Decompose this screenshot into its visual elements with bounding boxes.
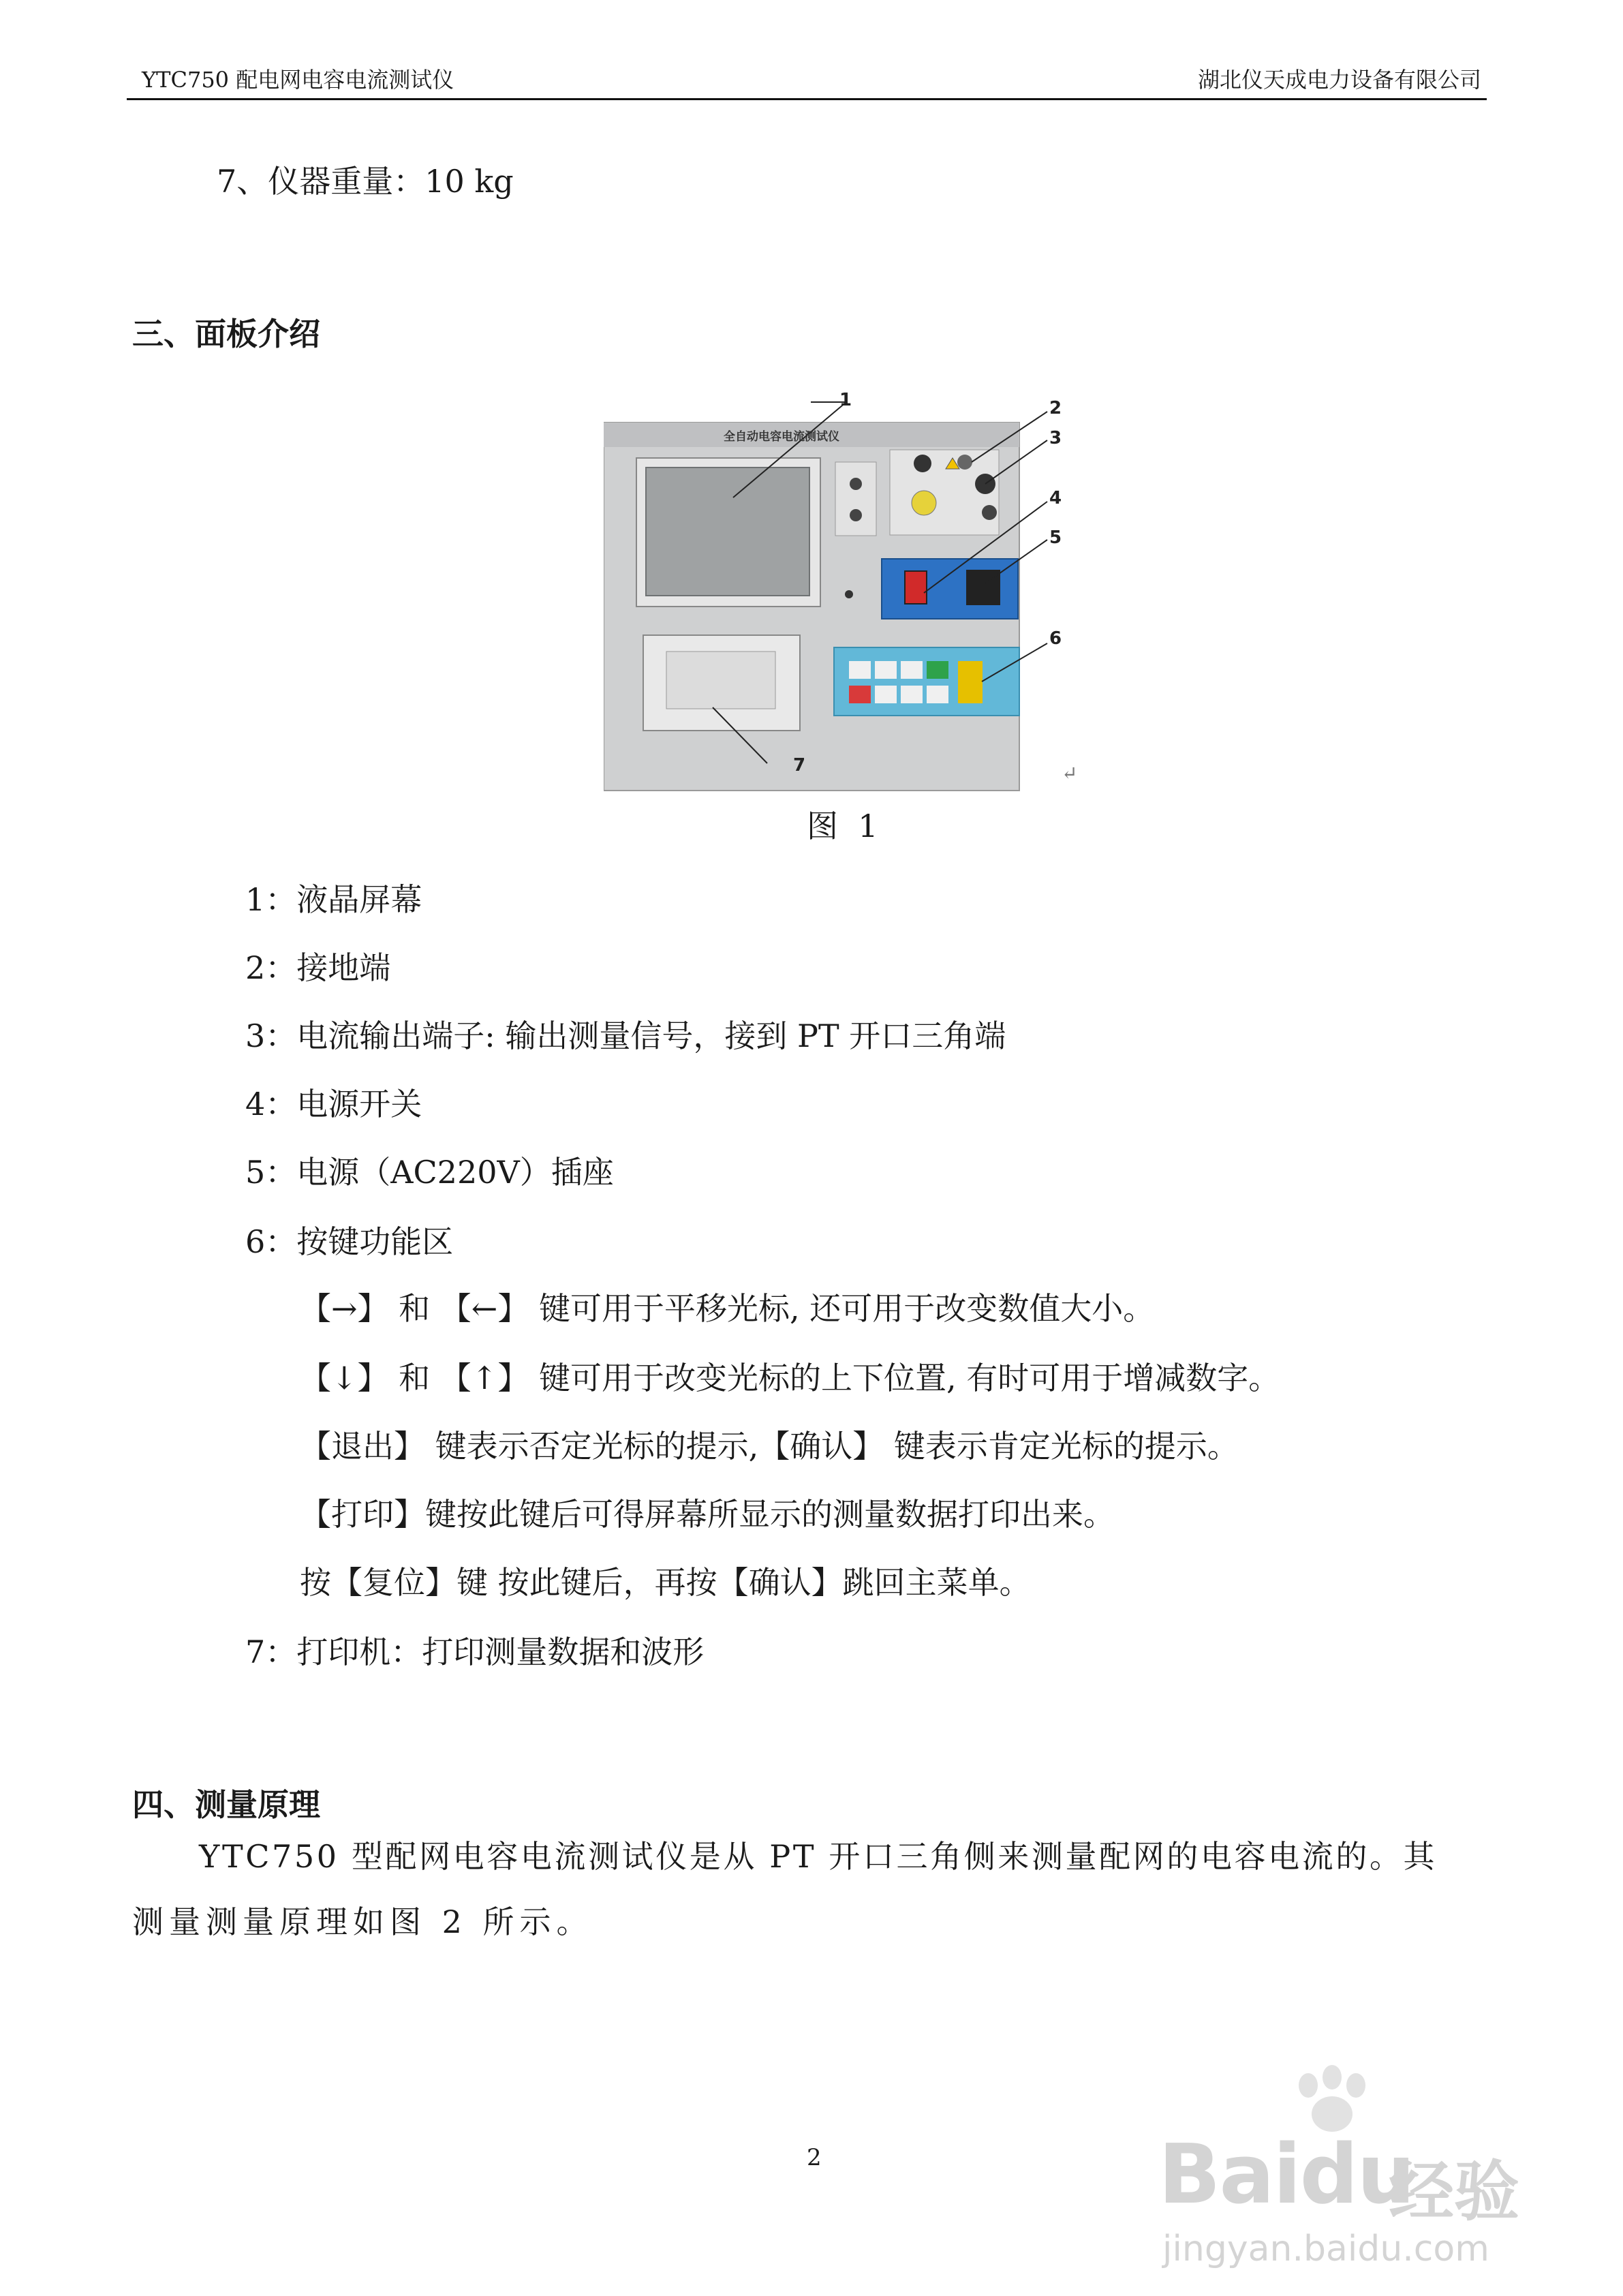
list-item: 2：接地端 bbox=[245, 949, 391, 986]
callout-1: 1 bbox=[839, 390, 852, 410]
figure-1 bbox=[604, 390, 1094, 804]
list-item: 3：电流输出端子: 输出测量信号，接到 PT 开口三角端 bbox=[245, 1017, 1006, 1054]
header-right: 湖北仪天成电力设备有限公司 bbox=[1197, 67, 1481, 93]
header-rule bbox=[127, 98, 1487, 100]
return-mark: ↵ bbox=[1062, 762, 1078, 784]
watermark-url: jingyan.baidu.com bbox=[1162, 2229, 1489, 2269]
list-item: 5：电源（AC220V）插座 bbox=[245, 1154, 614, 1191]
figure-caption: 图 1 bbox=[807, 808, 878, 844]
section4-paragraph-line1: YTC750 型配网电容电流测试仪是从 PT 开口三角侧来测量配网的电容电流的。其 bbox=[199, 1838, 1438, 1875]
callout-3: 3 bbox=[1049, 428, 1062, 448]
watermark-brand: Bai bbox=[1158, 2128, 1300, 2222]
list-item: 1：液晶屏幕 bbox=[245, 881, 422, 918]
baidu-watermark bbox=[1158, 2065, 1540, 2283]
list-item: 6：按键功能区 bbox=[245, 1223, 454, 1260]
key-note: 【退出】 键表示否定光标的提示,【确认】 键表示肯定光标的提示。 bbox=[300, 1428, 1239, 1465]
panel-photo bbox=[604, 395, 1094, 804]
list-item: 7：打印机：打印测量数据和波形 bbox=[245, 1634, 705, 1670]
watermark-brand2: du bbox=[1299, 2128, 1414, 2222]
key-note: 【→】 和 【←】 键可用于平移光标, 还可用于改变数值大小。 bbox=[300, 1290, 1155, 1327]
callout-4: 4 bbox=[1049, 488, 1062, 508]
spec-weight: 7、仪器重量：10 kg bbox=[217, 163, 514, 200]
callout-7: 7 bbox=[793, 755, 806, 776]
section4-title: 四、测量原理 bbox=[132, 1786, 320, 1823]
page-number: 2 bbox=[807, 2144, 822, 2171]
key-note: 按【复位】键 按此键后，再按【确认】跳回主菜单。 bbox=[300, 1564, 1031, 1601]
header-left: YTC750 配电网电容电流测试仪 bbox=[142, 67, 454, 93]
panel-title: 全自动电容电流测试仪 bbox=[724, 430, 839, 444]
callout-5: 5 bbox=[1049, 527, 1062, 548]
section3-title: 三、面板介绍 bbox=[132, 316, 320, 352]
callout-2: 2 bbox=[1049, 398, 1062, 418]
list-item: 4：电源开关 bbox=[245, 1086, 422, 1122]
callout-6: 6 bbox=[1049, 628, 1062, 649]
key-note: 【↓】 和 【↑】 键可用于改变光标的上下位置, 有时可用于增减数字。 bbox=[300, 1360, 1280, 1396]
section4-paragraph-line2: 测量测量原理如图 2 所示。 bbox=[132, 1903, 593, 1940]
key-note: 【打印】键按此键后可得屏幕所显示的测量数据打印出来。 bbox=[300, 1496, 1115, 1533]
watermark-cn: 经验 bbox=[1389, 2154, 1519, 2230]
